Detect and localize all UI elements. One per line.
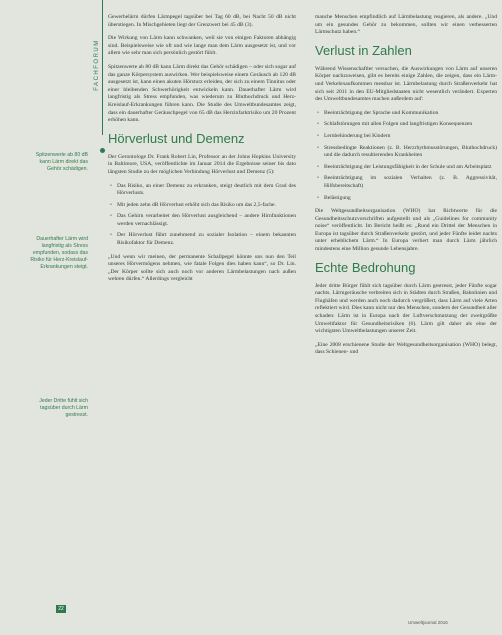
list-item: • Der Hörverlust führt zunehmend zu sozialer Isolation – einem bekannten Risikofaktor für Demenz. [117,232,296,247]
list-item: • Beeinträchtigung der Leistungsfähigkeit in der Schule und am Arbeitsplatz [324,164,497,172]
list-item: • Schlafstörungen mit allen Folgen und langfristigen Konsequenzen [324,121,497,129]
paragraph: Spitzenwerte ab 80 dB kann Lärm direkt das Gehör schädigen – oder sich sogar auf das ganze Körpersystem auswirken. Wer beispielsweise einem Geräusch ab 120 dB ausgesetzt ist, kann einen akuten Hörsturz erleiden, der sich zu einem Tinnitus oder einer bleibenden Schwerhörigkeit entwickeln kann. Dauerhafter Lärm wird langfristig als Stress empfunden, was wiederum zu Bluthochdruck und Herz-Kreislauf-Erkrankungen führen kann. Die Studie des Umweltbundesamtes zeigt, dass ein dauerhafter Geräuschpegel von 65 dB das Herzinfarktrisiko um 20 Prozent erhöhen kann. [108,63,296,124]
paragraph: „Eine 2008 erschienene Studie der Weltgesundheitsorganisation (WHO) belegt, dass Schienen- und [315,341,497,356]
column-2 [315,14,497,363]
heading-hoerverlust: Hörverlust und Demenz [108,130,245,146]
list-item: • Lernbehinderung bei Kindern [324,133,497,141]
list-item: • Stressbedingte Reaktionen (z. B. Herzrhythmusstörungen, Bluthochdruck) und die dadurch resultierenden Krankheiten [324,145,497,160]
paragraph: Gewerbelärm dürfen Lärmpegel tagsüber bei Tag 60 dB, bei Nacht 50 dB nicht überstiegen. In Mischgebieten liegt der Grenzwert bei 45 dB (3). [108,14,296,28]
list-item: • Beeinträchtigung im sozialen Verhalten (z. B. Aggressivität, Hilfsbereitschaft) [324,175,497,190]
sidebar [0,0,92,635]
paragraph: Der Gerontologe Dr. Frank Robert Lin, Professor an der Johns Hopkins University in Baltimore, USA, veröffentlichte im Januar 2014 die Ergebnisse seiner bis dato längsten Studie zu der möglichen Verbindung Hörverlust und Demenz (5): [108,153,296,175]
list-item: • Das Gehirn verarbeitet den Hörverlust ausgleichend – andere Hirnfunktionen werden vernachlässigt. [117,213,296,228]
list-item: • Mit jeden zehn dB Hörverlust erhöht sich das Risiko um das 2,5-fache. [117,202,296,210]
list-item: • Belästigung [324,195,497,203]
paragraph: Während Wissenschaftler versuchen, die Auswirkungen von Lärm auf unseren Körper nachzuweisen, gibt es bereits einige Zahlen, die zeigen, dass ein Lärm- und Verkehrsaufkommen messbar ist. Lärmbelastung durch Straßenverkehr hat sich seit 2011 in den EU-Mitgliedstaaten nicht wesentlich verändert. Experten des Umweltbundesamtes machen außerdem auf: [315,65,497,103]
page-number: 22 [56,605,66,613]
heading-verlust: Verlust in Zahlen [315,42,412,58]
paragraph: Jeder dritte Bürger fühlt sich tagsüber durch Lärm gestresst, jeder Fünfte sogar nachts. Lärmgeräusche verbreiten sich in Städten durch Straßen, Bahnlinien und Flughäfen und werden auch noch dadurch vergrößert, dass Lärm auf viele Arten reflektiert wird. Dies kann nicht nur den Menschen, sondern der Gesundheit aller schaden: Lärm ist in Europa nach der Luftverschmutzung der zweitgrößte Umweltfaktor für Gesundheitsrisiken (6). Lärm gilt daher als eine der wichtigsten Umweltbelastungen unserer Zeit. [315,282,497,335]
section-label: FACHFORUM [94,39,100,91]
footer: Umweltjournal 2016 [408,620,448,625]
sidebar-quote-3: Jeder Dritte fühlt sich tagsüber durch Lärm gestresst. [39,398,88,418]
section-dot [100,148,105,153]
sidebar-quote-2: Dauerhafter Lärm wird langfristig als Stress empfunden, sodass das Risiko für Herz-Kreislauf-Erkrankungen steigt. [30,236,88,270]
bullet-list [315,110,497,202]
paragraph: Die Weltgesundheitsorganisation (WHO) hat Richtwerte für die Gesundheitsschutzvorschriften aufgestellt und als „Guidelines for community noise“ veröffentlicht. Im Bericht heißt es: „Rund ein Drittel der Menschen in Europa ist tagsüber durch Straßenverkehr gestört, und jeder Fünfte leidet nachts unter erheblichem Lärm.“ In Europa verliert man durch Lärm jährlich mindestens eine Million gesunde Lebensjahre. [315,208,497,253]
list-item: • Das Risiko, an einer Demenz zu erkranken, steigt deutlich mit dem Grad des Hörverlusts. [117,183,296,198]
heading-bedrohung: Echte Bedrohung [315,259,416,275]
column-1 [108,14,296,290]
paragraph: „Und wenn wir meinen, der permanente Schallpegel könnte uns nun den Teil unseres Hörvermögens nehmen, wie fatale Folgen dies haben kann“, so Dr. Lin. „Der Körper sollte sich auch noch vor anderen Lärmbelastungen nach außen wehren dürfen.“ Allerdings vergleicht [108,253,296,283]
bullet-list [108,183,296,248]
paragraph: manche Menschen empfindlich auf Lärmbelastung reagieren, als andere. „Und um ein gesundes Gehör zu bekommen, sollten wir einen verbesserten Lärmschutz haben.“ [315,14,497,36]
sidebar-quote-1: Spitzenwerte ab 80 dB kann Lärm direkt das Gehör schädigen. [35,152,88,172]
list-item: • Beeinträchtigung der Sprache und Kommunikation [324,110,497,118]
paragraph: Die Wirkung von Lärm kann schwanken, weil sie von einigen Faktoren abhängig sind. Beispielsweise wie oft und wie lange man dem Lärm ausgesetzt ist, und vor allem wie sehr man sich persönlich gestört fühlt. [108,35,296,57]
